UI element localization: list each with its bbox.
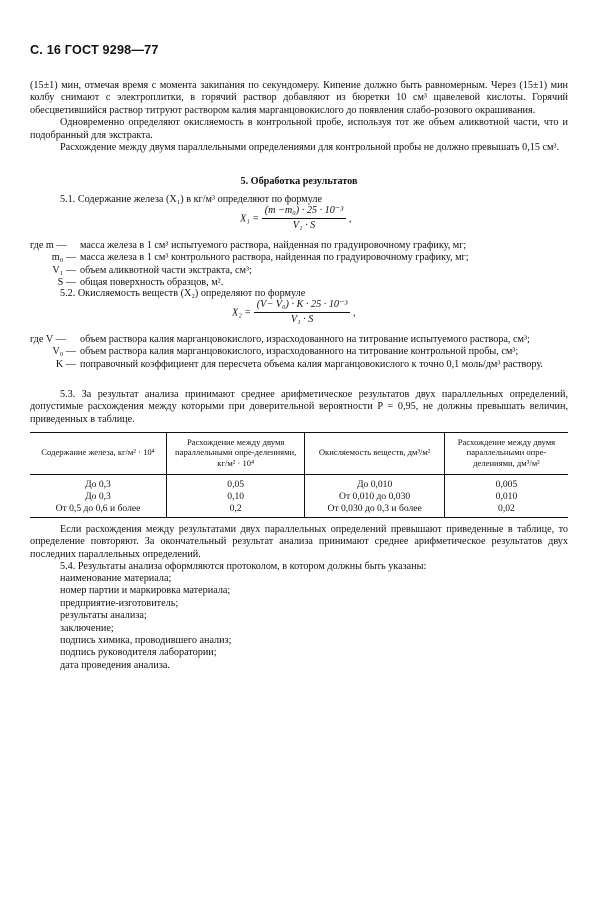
formula-denominator: V₁ · S: [292, 220, 316, 232]
list-item: результаты анализа;: [60, 610, 147, 622]
formula-iron: [240, 205, 351, 233]
definition-row: [30, 265, 568, 277]
definition-row: [30, 346, 568, 358]
definitions-oxidizability: [30, 334, 568, 371]
list-item: предприятие-изготовитель;: [60, 597, 179, 609]
definition-row: [30, 359, 568, 371]
formula-tail: ,: [348, 213, 352, 225]
tolerance-table: [30, 432, 568, 518]
protocol-list: [60, 573, 560, 672]
formula-oxidizability: [232, 299, 356, 327]
intro-paragraph: Расхождение между двумя параллельными определениями для контрольной пробы не должно превышать 0,15 см³.: [60, 142, 560, 154]
definitions-iron: [30, 240, 568, 290]
formula-fraction: [262, 205, 347, 233]
definition-text: объем аликвотной части экстракта, см³;: [80, 264, 252, 276]
table-row: [30, 475, 568, 491]
table-cell: 0,010: [444, 491, 568, 503]
paragraph-after-table: Если расхождения между результатами двух параллельных определений превышают приведенные в таблице, то определение повторяют. За окончательный результат анализа принимают среднее арифметическое результатов двух последних параллельных определений.: [30, 524, 568, 560]
definition-symbol: S —: [57, 277, 76, 289]
list-item: дата проведения анализа.: [60, 659, 170, 671]
table-cell: От 0,010 до 0,030: [305, 491, 445, 503]
intro-paragraph: (15±1) мин, отмечая время с момента закипания по секундомеру. Кипение должно быть равномерным. Через (15±1) мин колбу снимают с электроплитки, в горячий раствор добавляют из бюретки 10 см³ щавелевой кислоты. Горячий обесцветившийся раствор титруют раствором калия марганцовокислого до появления слабо-розового окрашивания.: [30, 80, 568, 116]
definition-text: масса железа в 1 см³ испытуемого раствора, найденная по градуировочному графику, мг;: [80, 240, 467, 251]
definition-text: общая поверхность образцов, м².: [80, 277, 224, 289]
formula-lhs: X₂ =: [232, 307, 252, 319]
formula-fraction: [254, 299, 351, 327]
table-cell: 0,02: [444, 503, 568, 517]
table-cell: До 0,3: [85, 491, 111, 503]
table-cell: 0,05: [167, 475, 305, 491]
formula-numerator: (V− V₀) · K · 25 · 10⁻³: [254, 299, 351, 313]
paragraph-5-3: 5.3. За результат анализа принимают среднее арифметическое результатов двух параллельных определений, допустимые расхождения между которыми при доверительной вероятности P = 0,95, не должны превышать величин, приведенных в таблице.: [30, 389, 568, 425]
definition-symbol: m₀ —: [51, 252, 76, 264]
intro-text: [30, 80, 568, 154]
table-header-cell: Расхождение между двумя параллельными опре-делениями, дм³/м²: [444, 433, 568, 475]
definition-text: масса железа в 1 см³ контрольного раствора, найденная по градуировочному графику, мг;: [80, 252, 469, 264]
definition-row: [30, 240, 568, 252]
formula-denominator: V₁ · S: [290, 314, 314, 326]
formula-lhs: X₁ =: [240, 213, 260, 225]
definition-symbol: где m —: [30, 240, 67, 251]
section-title: 5. Обработка результатов: [240, 176, 358, 187]
definition-text: поправочный коэффициент для пересчета объема калия марганцовокислого к точно 0,1 моль/дм³ раствору.: [80, 358, 543, 370]
intro-paragraph: Одновременно определяют окисляемость в контрольной пробе, используя тот же объем аликвотной части, что и подобранный для экстракта.: [30, 117, 568, 141]
list-item: заключение;: [60, 622, 114, 634]
table-row: [30, 491, 568, 503]
paragraph-5-4: 5.4. Результаты анализа оформляются протоколом, в котором должны быть указаны:: [60, 561, 427, 572]
definition-text: объем раствора калия марганцовокислого, израсходованного на титрование испытуемого раствора, см³;: [80, 334, 530, 345]
definition-symbol: где V —: [30, 334, 66, 345]
paragraph-5-2: 5.2. Окисляемость веществ (X₂) определяют по формуле: [60, 288, 306, 299]
definition-row: [30, 334, 568, 346]
definition-symbol: V₀ —: [52, 346, 76, 358]
definition-symbol: K —: [55, 358, 76, 370]
table-header-row: [30, 433, 568, 475]
definition-row: [30, 252, 568, 264]
table-cell: 0,2: [167, 503, 305, 517]
definition-text: объем раствора калия марганцовокислого, израсходованного на титрование контрольной пробы, см³;: [80, 346, 519, 358]
list-item: подпись химика, проводившего анализ;: [60, 635, 232, 647]
list-item: наименование материала;: [60, 573, 172, 584]
formula-numerator: (m −m₀) · 25 · 10⁻³: [262, 205, 347, 219]
table-row: [30, 503, 568, 517]
table-header-cell: Окисляемость веществ, дм³/м²: [305, 433, 445, 475]
formula-tail: ,: [353, 307, 356, 319]
table-cell: 0,10: [167, 491, 305, 503]
page-header: С. 16 ГОСТ 9298—77: [30, 43, 159, 57]
table-cell: От 0,5 до 0,6 и более: [30, 503, 167, 517]
table-cell: До 0,010: [305, 475, 445, 491]
table-header-cell: Содержание железа, кг/м² · 10⁴: [30, 433, 167, 475]
definition-symbol: V₁ —: [52, 264, 76, 276]
paragraph-5-1: 5.1. Содержание железа (X₁) в кг/м³ определяют по формуле: [60, 194, 323, 205]
list-item: подпись руководителя лаборатории;: [60, 647, 217, 659]
table-cell: От 0,030 до 0,3 и более: [305, 503, 445, 517]
list-item: номер партии и маркировка материала;: [60, 585, 231, 597]
table-header-cell: Расхождение между двумя параллельными опре-делениями, кг/м² · 10⁴: [167, 433, 305, 475]
table-cell: 0,005: [444, 475, 568, 491]
table-cell: До 0,3: [85, 479, 111, 491]
